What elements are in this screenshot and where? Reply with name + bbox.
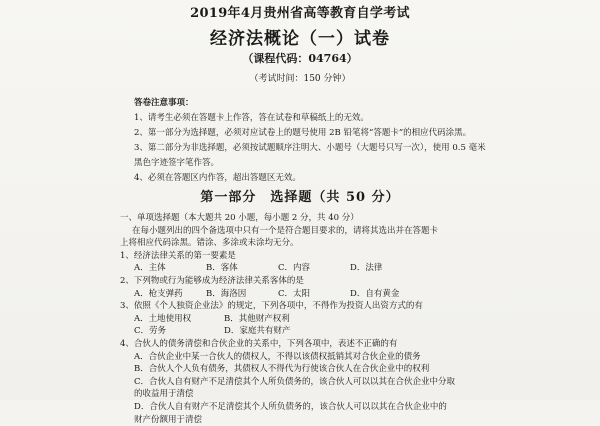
question-instruction: 上将相应代码涂黑。错涂、多涂或未涂均无分。 [120,237,590,250]
option: D．合伙人自有财产不足清偿其个人所负债务的，该合伙人可以以其在合伙企业中的 [134,401,590,414]
question-instruction: 一、单项选择题（本大题共 20 小题，每小题 2 分，共 40 分） [120,212,590,225]
question-3-stem: 3、依照《个人独资企业法》的规定，下列各项中，不得作为投资人出资方式的有 [120,300,590,313]
option: A．主体 [134,262,206,275]
section-title: 第一部分 选择题（共 50 分） [0,186,600,205]
option: B．其他财产权利 [224,313,314,326]
option: C．内容 [278,262,350,275]
option: D．自有黄金 [350,288,422,301]
notes-item: 3、第二部分为非选择题，必须按试题顺序注明大、小题号（大题号只写一次），使用 0.5 毫米 [134,141,574,156]
question-3-options [120,325,590,338]
question-2-stem: 2、下列物或行为能够成为经济法律关系客体的是 [120,275,590,288]
question-4-stem: 4、合伙人的债务清偿和合伙企业的关系中，下列各项中，表述不正确的有 [120,338,590,351]
question-4-options [120,351,590,426]
option: C．合伙人自有财产不足清偿其个人所负债务的，该合伙人可以以其在合伙企业中分取 [134,376,590,389]
option: D．法律 [350,262,422,275]
notes-item: 黑色字迹签字笔作答。 [134,156,574,171]
option-continuation: 的收益用于清偿 [134,388,590,401]
question-1-options [120,262,590,275]
course-code: （课程代码：04764） [0,50,600,66]
exam-time: （考试时间：150 分钟） [0,71,600,84]
question-3-options [120,313,590,326]
paper-title: 经济法概论（一）试卷 [0,24,600,49]
option: B．海洛因 [206,288,278,301]
notes-item: 4、必须在答题区内作答，超出答题区无效。 [134,171,574,186]
option: A．土地使用权 [134,313,224,326]
option: C．劳务 [134,325,224,338]
option: B．客体 [206,262,278,275]
question-2-options [120,288,590,301]
option-continuation: 财产份额用于清偿 [134,414,590,426]
option: B．合伙人个人负有债务，其债权人不得代为行使该合伙人在合伙企业中的权利 [134,363,590,376]
option: A．合伙企业中某一合伙人的债权人，不得以该债权抵销其对合伙企业的债务 [134,351,590,364]
question-list [120,212,590,426]
notes-item: 2、第一部分为选择题，必须对应试卷上的题号使用 2B 铅笔将“答题卡”的相应代码涂黑。 [134,126,574,141]
notes-title: 答卷注意事项： [134,96,574,111]
question-1-stem: 1、经济法律关系的第一要素是 [120,250,590,263]
question-instruction: 在每小题列出的四个备选项中只有一个是符合题目要求的，请将其选出并在答题卡 [120,225,590,238]
option: C．太阳 [278,288,350,301]
exam-header: 2019年4月贵州省高等教育自学考试 [0,2,600,21]
answer-notes [134,96,574,186]
option: D．家庭共有财产 [224,325,314,338]
option: A．枪支弹药 [134,288,206,301]
notes-item: 1、请考生必须在答题卡上作答，答在试卷和草稿纸上的无效。 [134,111,574,126]
